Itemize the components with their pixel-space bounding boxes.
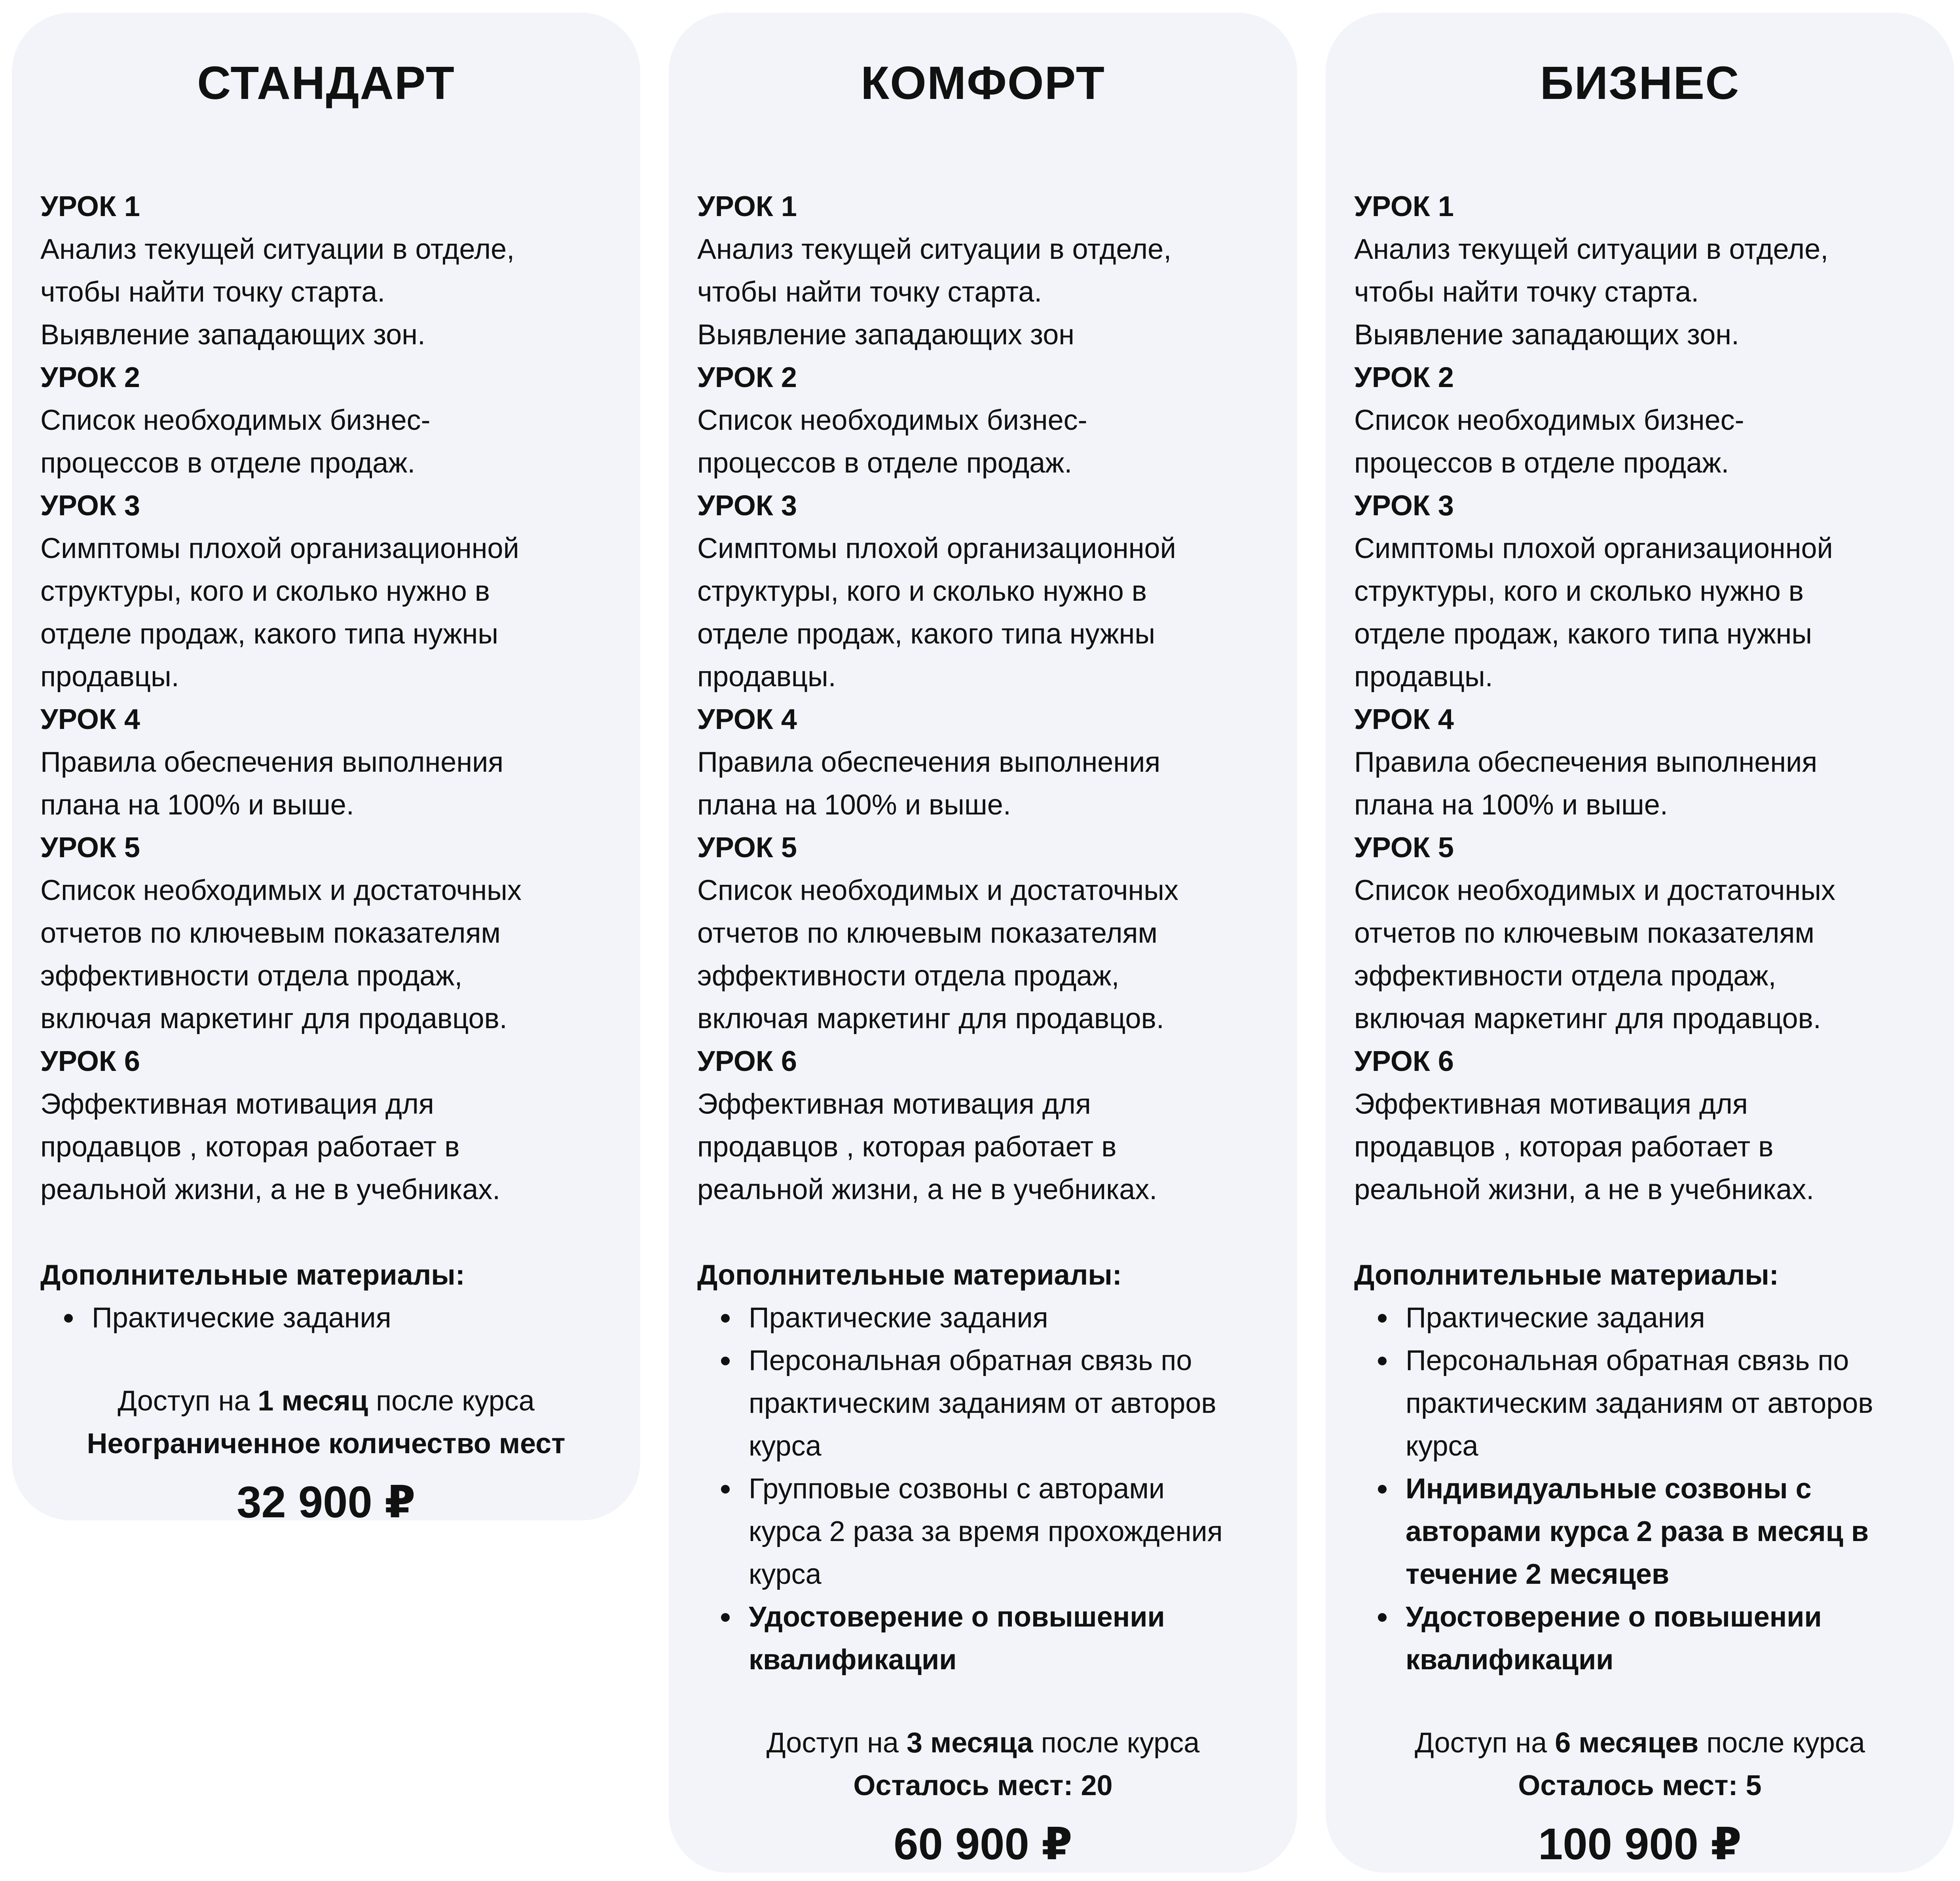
- lesson-1: [40, 185, 612, 356]
- lesson-label: УРОК 2: [40, 362, 140, 393]
- extras-item: [697, 1467, 1269, 1596]
- access-prefix: Доступ на: [766, 1727, 907, 1759]
- access-period: 6 месяцев: [1555, 1727, 1699, 1759]
- lesson-label: УРОК 5: [1354, 832, 1454, 864]
- extras-item-text: Удостоверение о повышении квалификации: [749, 1601, 1165, 1676]
- lesson-description: Симптомы плохой организационной структуры, кого и сколько нужно в отделе продаж, какого типа нужны продавцы.: [1354, 533, 1833, 693]
- lesson-1: [1354, 185, 1926, 356]
- lesson-label: УРОК 4: [1354, 704, 1454, 735]
- lesson-label: УРОК 4: [697, 704, 797, 735]
- extras-heading: Дополнительные материалы:: [1354, 1259, 1779, 1291]
- lesson-list: [1354, 185, 1926, 1211]
- lesson-description: Симптомы плохой организационной структуры, кого и сколько нужно в отделе продаж, какого типа нужны продавцы.: [697, 533, 1176, 693]
- extras-heading: Дополнительные материалы:: [697, 1259, 1122, 1291]
- lesson-description: Правила обеспечения выполнения плана на 100% и выше.: [40, 746, 504, 821]
- seats-info: Осталось мест: 5: [1518, 1770, 1762, 1801]
- lesson-description: Список необходимых бизнес- процессов в отделе продаж.: [40, 404, 431, 479]
- lesson-label: УРОК 6: [40, 1046, 140, 1077]
- lesson-2: [40, 356, 612, 484]
- lesson-label: УРОК 5: [40, 832, 140, 864]
- lesson-description: Симптомы плохой организационной структуры, кого и сколько нужно в отделе продаж, какого типа нужны продавцы.: [40, 533, 519, 693]
- lesson-label: УРОК 5: [697, 832, 797, 864]
- lesson-4: [1354, 698, 1926, 826]
- access-duration: [1354, 1722, 1926, 1764]
- extras-item: [697, 1339, 1269, 1467]
- lesson-description: Анализ текущей ситуации в отделе, чтобы найти точку старта. Выявление западающих зон.: [40, 233, 515, 351]
- extras-item: [1354, 1467, 1926, 1596]
- lesson-5: [40, 826, 612, 1040]
- lesson-2: [697, 356, 1269, 484]
- lesson-label: УРОК 4: [40, 704, 140, 735]
- lesson-label: УРОК 2: [1354, 362, 1454, 393]
- extras-item-text: Групповые созвоны с авторами курса 2 раза за время прохождения курса: [749, 1473, 1223, 1590]
- access-period: 3 месяца: [906, 1727, 1033, 1759]
- lesson-description: Список необходимых и достаточных отчетов по ключевым показателям эффективности отдела продаж, включая маркетинг для продавцов.: [697, 875, 1178, 1034]
- lesson-label: УРОК 3: [40, 490, 140, 522]
- lesson-4: [40, 698, 612, 826]
- extras-list: [1354, 1296, 1926, 1681]
- extras-item-text: Персональная обратная связь по практическим заданиям от авторов курса: [1406, 1345, 1873, 1462]
- lesson-label: УРОК 6: [1354, 1046, 1454, 1077]
- access-duration: [40, 1380, 612, 1422]
- seats-info: Неограниченное количество мест: [87, 1428, 565, 1460]
- bullet-icon: [1378, 1485, 1387, 1494]
- lesson-6: [697, 1040, 1269, 1211]
- extras-item-text: Персональная обратная связь по практическим заданиям от авторов курса: [749, 1345, 1216, 1462]
- lesson-description: Анализ текущей ситуации в отделе, чтобы найти точку старта. Выявление западающих зон.: [1354, 233, 1829, 351]
- plan-title: БИЗНЕС: [1540, 57, 1740, 109]
- access-suffix: после курса: [1033, 1727, 1200, 1759]
- extras-list: [697, 1296, 1269, 1681]
- extras-item: [697, 1596, 1269, 1681]
- bullet-icon: [1378, 1357, 1387, 1365]
- lesson-4: [697, 698, 1269, 826]
- lesson-6: [40, 1040, 612, 1211]
- lesson-2: [1354, 356, 1926, 484]
- lesson-description: Список необходимых бизнес- процессов в отделе продаж.: [697, 404, 1087, 479]
- lesson-5: [697, 826, 1269, 1040]
- lesson-description: Эффективная мотивация для продавцов , которая работает в реальной жизни, а не в учебниках.: [1354, 1088, 1814, 1205]
- lesson-description: Правила обеспечения выполнения плана на 100% и выше.: [697, 746, 1161, 821]
- bullet-icon: [721, 1485, 730, 1494]
- lesson-1: [697, 185, 1269, 356]
- extras-item: [1354, 1596, 1926, 1681]
- seats-info: Осталось мест: 20: [853, 1770, 1113, 1801]
- bullet-icon: [64, 1314, 73, 1323]
- lesson-label: УРОК 6: [697, 1046, 797, 1077]
- access-duration: [697, 1722, 1269, 1764]
- access-prefix: Доступ на: [1415, 1727, 1555, 1759]
- plan-title: КОМФОРТ: [861, 57, 1105, 109]
- extras-heading: Дополнительные материалы:: [40, 1259, 465, 1291]
- lesson-label: УРОК 2: [697, 362, 797, 393]
- plan-card-standard: [12, 13, 640, 1527]
- extras-item-text: Практические задания: [92, 1302, 391, 1334]
- lesson-description: Список необходимых и достаточных отчетов по ключевым показателям эффективности отдела продаж, включая маркетинг для продавцов.: [40, 875, 522, 1034]
- plan-card-comfort: [669, 13, 1297, 1873]
- extras-item-text: Практические задания: [749, 1302, 1048, 1334]
- extras-item: [40, 1296, 612, 1339]
- lesson-description: Анализ текущей ситуации в отделе, чтобы найти точку старта. Выявление западающих зон: [697, 233, 1172, 351]
- access-suffix: после курса: [368, 1385, 535, 1417]
- bullet-icon: [1378, 1314, 1387, 1323]
- extras-list: [40, 1296, 612, 1339]
- extras-item-text: Удостоверение о повышении квалификации: [1406, 1601, 1822, 1676]
- access-period: 1 месяц: [258, 1385, 368, 1417]
- lesson-6: [1354, 1040, 1926, 1211]
- lesson-description: Эффективная мотивация для продавцов , которая работает в реальной жизни, а не в учебниках.: [697, 1088, 1157, 1205]
- extras-item: [697, 1296, 1269, 1339]
- bullet-icon: [721, 1314, 730, 1323]
- bullet-icon: [1378, 1613, 1387, 1622]
- lesson-label: УРОК 3: [1354, 490, 1454, 522]
- access-prefix: Доступ на: [118, 1385, 258, 1417]
- plan-title: СТАНДАРТ: [197, 57, 455, 109]
- extras-item-text: Индивидуальные созвоны с авторами курса 2 раза в месяц в течение 2 месяцев: [1406, 1473, 1869, 1590]
- plan-price: 60 900 ₽: [894, 1819, 1072, 1869]
- lesson-list: [697, 185, 1269, 1211]
- access-suffix: после курса: [1698, 1727, 1865, 1759]
- lesson-label: УРОК 1: [697, 191, 797, 222]
- lesson-description: Эффективная мотивация для продавцов , которая работает в реальной жизни, а не в учебниках.: [40, 1088, 501, 1205]
- plan-price: 32 900 ₽: [237, 1477, 416, 1527]
- lesson-label: УРОК 1: [1354, 191, 1454, 222]
- bullet-icon: [721, 1613, 730, 1622]
- plan-price: 100 900 ₽: [1538, 1819, 1742, 1869]
- lesson-description: Список необходимых и достаточных отчетов по ключевым показателям эффективности отдела продаж, включая маркетинг для продавцов.: [1354, 875, 1835, 1034]
- plan-card-business: [1326, 13, 1954, 1873]
- extras-item: [1354, 1339, 1926, 1467]
- bullet-icon: [721, 1357, 730, 1365]
- extras-item: [1354, 1296, 1926, 1339]
- extras-item-text: Практические задания: [1406, 1302, 1705, 1334]
- lesson-label: УРОК 1: [40, 191, 140, 222]
- lesson-3: [697, 484, 1269, 698]
- lesson-3: [40, 484, 612, 698]
- lesson-description: Правила обеспечения выполнения плана на 100% и выше.: [1354, 746, 1818, 821]
- lesson-3: [1354, 484, 1926, 698]
- lesson-label: УРОК 3: [697, 490, 797, 522]
- lesson-list: [40, 185, 612, 1211]
- lesson-description: Список необходимых бизнес- процессов в отделе продаж.: [1354, 404, 1744, 479]
- lesson-5: [1354, 826, 1926, 1040]
